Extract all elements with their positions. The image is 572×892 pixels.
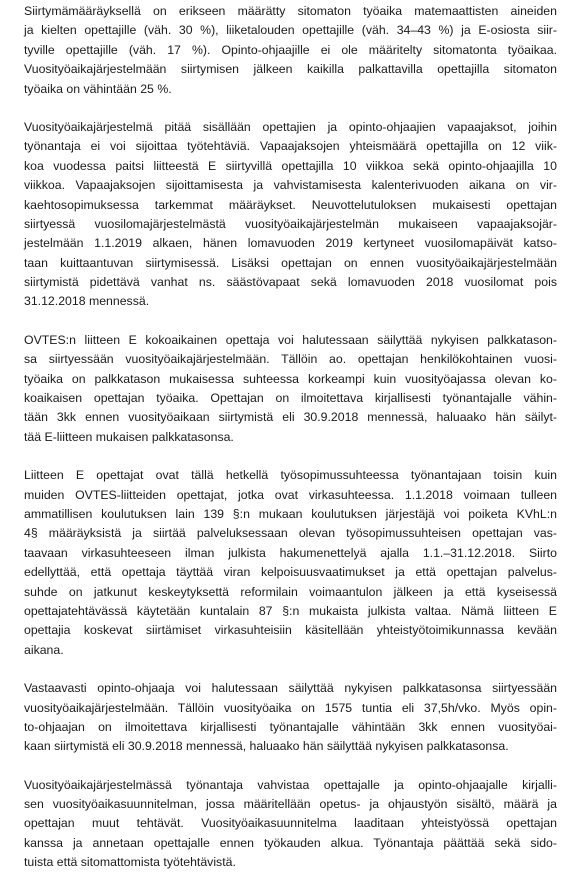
text-line: Siirtymämääräyksellä on erikseen määrätty sitomaton työaika matemaattisten aineiden: [24, 4, 557, 18]
paragraph-annual-plan: [24, 776, 557, 873]
text-line: työaika on palkkatason mukaisessa suhteessa korkeampi kuin vuosityöajassa olevan ko-: [24, 371, 557, 386]
document-page: [24, 2, 557, 892]
text-line: taavaan virkasuhteeseen ilman julkista hakumenettelyä ajalla 1.1.–31.12.2018. Siirto: [24, 545, 557, 560]
paragraph-leave-periods: [24, 118, 557, 312]
text-line: Vuosityöaikajärjestelmä pitää sisällään opettajien ja opinto-ohjaajien vapaajaksot, joihin: [24, 119, 557, 134]
text-line: tään 3kk ennen vuosityöaikaan siirtymistä eli 30.9.2018 mennessä, haluaako hän säilyt-: [24, 410, 557, 425]
text-line: ja kielten opettajille (väh. 30 %), liiketalouden opettajille (väh. 34–43 %) ja E-osiosta siir-: [24, 23, 557, 38]
text-line: kanssa ja annetaan opettajalle ennen työkauden alkua. Työnantaja päättää sekä sido-: [24, 835, 557, 850]
text-line: Liitteen E opettajat ovat tällä hetkellä työsopimussuhteessa työnantajaan toisin kuin: [24, 468, 557, 483]
text-line: koaikaisen opettajan työaika. Opettajan on ilmoitettava kirjallisesti työnantajalle vähin-: [24, 391, 557, 406]
text-line: OVTES:n liitteen E kokoaikainen opettaja voi halutessaan säilyttää nykyisen palkkatason-: [24, 332, 557, 347]
paragraph-transition-working-time: [24, 2, 557, 99]
text-line: opettajatehtävässä käytetään kuntalain 87 §:n mukaista julkista valtaa. Nämä liitteen E: [24, 603, 557, 618]
text-line: edellyttää, että opettaja täyttää viran kelpoisuusvaatimukset ja että opettajan palvelus-: [24, 565, 557, 580]
text-line: Vuosityöaikajärjestelmään siirtymisen jälkeen kaikilla palkattavilla opettajilla sitomaton: [24, 62, 557, 77]
text-line: tää E-liitteen mukaisen palkkatasonsa.: [24, 429, 234, 444]
text-line: vuosityöaikajärjestelmään. Tällöin vuosityöaika on 1575 tuntia eli 37,5h/vko. Myös opin-: [24, 700, 557, 715]
text-line: 31.12.2018 mennessä.: [24, 294, 150, 309]
paragraph-appendix-e-salary: [24, 331, 557, 447]
text-line: muiden OVTES-liitteiden opettajat, jotka ovat virkasuhteessa. 1.1.2018 voimaan tulleen: [24, 487, 557, 502]
text-line: Vuosityöaikajärjestelmässä työnantaja vahvistaa opettajalle ja opinto-ohjaajalle kirjalli-: [24, 777, 557, 792]
text-line: työnantaja ei voi sijoittaa työtehtäviä. Vapaajaksojen yhteismäärä opettajilla on 12 viik-: [24, 139, 557, 154]
text-line: siirtymistä pidettävä vanhat ns. säästövapaat sekä lomavuoden 2018 vuosilomat pois: [24, 275, 557, 290]
text-line: suhde on jatkunut keskeytyksettä reformilain voimaantulon jälkeen ja että kyseisessä: [24, 584, 557, 599]
text-line: viikkoa. Vapaajaksojen sijoittamisesta ja vahvistamisesta kalenterivuoden aikana on vir-: [24, 178, 557, 193]
text-line: sen vuosityöaikasuunnitelman, jossa määritellään opetus- ja ohjaustyön sisältö, määrä ja: [24, 797, 557, 812]
text-line: jestelmään 1.1.2019 alkaen, hänen lomavuoden 2019 kertyneet vuosilomapäivät katso-: [24, 236, 557, 251]
text-line: Vastaavasti opinto-ohjaaja voi halutessaan säilyttää nykyisen palkkatasonsa siirtyessään: [24, 681, 557, 696]
text-line: sa siirtyessään vuosityöaikajärjestelmään. Tällöin ao. opettajan henkilökohtainen vuosi-: [24, 352, 557, 367]
text-line: siirtyessä vuosilomajärjestelmästä vuosityöaikajärjestelmän mukaiseen vapaajaksojär-: [24, 216, 557, 231]
text-line: tuista että sitomattomista työtehtävistä.: [24, 855, 236, 870]
text-line: opettajan muut tehtävät. Vuosityöaikasuunnitelma laaditaan yhteistyössä opettajan: [24, 816, 557, 831]
text-line: to-ohjaajan on ilmoitettava kirjallisesti työnantajalle vähintään 3kk ennen vuosityöai-: [24, 719, 557, 734]
text-line: aikana.: [24, 642, 64, 657]
paragraph-appendix-e-employment: [24, 466, 557, 660]
text-line: taan kuittaantuvan siirtymisessä. Lisäksi opettajan on ennen vuosityöaikajärjestelmään: [24, 255, 557, 270]
text-line: 4§ määräyksistä ja siirtää palveluksessaan olevan työsopimussuhteisen opettajan vas-: [24, 526, 557, 541]
text-line: kaan siirtymistä eli 30.9.2018 mennessä, haluaako hän säilyttää nykyisen palkkatasonsa.: [24, 739, 509, 754]
text-line: opettajia koskevat siirtämiset virkasuhteisiin käsitellään yhteistyötoimikunnassa kevään: [24, 623, 557, 638]
text-line: ammatillisen koulutuksen lain 139 §:n mukaan koulutuksen järjestäjä voi poiketa KVhL:n: [24, 506, 557, 521]
text-line: koa vuodessa paitsi liitteestä E siirtyvillä opettajilla 10 viikkoa sekä opinto-ohjaajilla 10: [24, 158, 557, 173]
text-line: tyville opettajille (väh. 17 %). Opinto-ohjaajille ei ole määritelty sitomatonta työaikaa.: [24, 42, 557, 57]
text-line: kaehtosopimuksessa tarkemmat määräykset. Neuvottelutuloksen mukaisesti opettajan: [24, 197, 557, 212]
text-line: työaika on vähintään 25 %.: [24, 81, 172, 96]
paragraph-counsellor-salary: [24, 679, 557, 757]
